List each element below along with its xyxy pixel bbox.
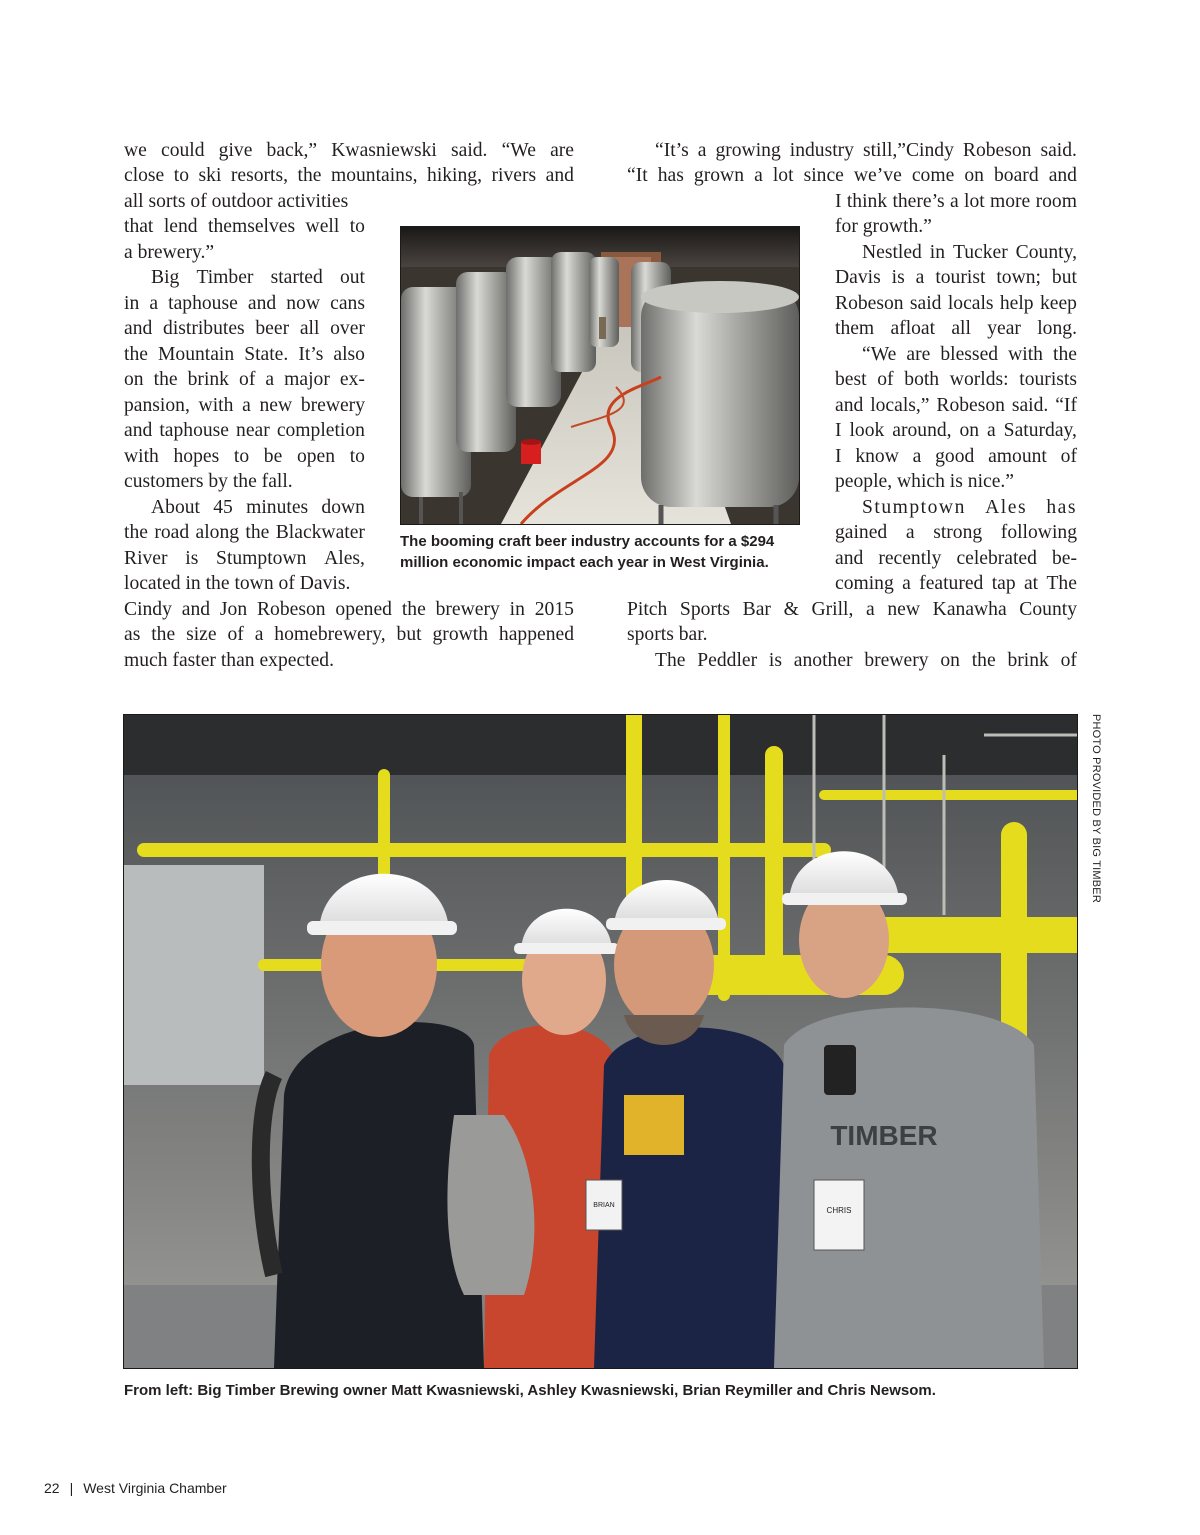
word: a: [987, 420, 996, 441]
word: Peddler: [697, 650, 758, 671]
word: mountains,: [330, 165, 418, 186]
word: the: [245, 522, 270, 543]
word: tap: [991, 573, 1016, 594]
word: a: [265, 369, 275, 390]
word: minutes: [246, 497, 309, 518]
word: said.: [451, 140, 488, 161]
publication-name: West Virginia Chamber: [83, 1480, 227, 1496]
word: pansion,: [124, 395, 190, 416]
word: down: [321, 497, 365, 518]
word: with: [1008, 344, 1043, 365]
text-line: [627, 597, 1077, 623]
word: hopes: [173, 446, 220, 467]
word: new: [259, 395, 293, 416]
word: I: [835, 420, 842, 441]
text-line: [835, 546, 1077, 572]
text-line: [835, 418, 1077, 444]
word: a: [902, 573, 911, 594]
word: a: [905, 522, 915, 543]
word: &: [783, 599, 799, 620]
word: distributes: [163, 318, 245, 339]
word: Grill,: [811, 599, 854, 620]
word: board: [994, 165, 1039, 186]
word: open: [296, 446, 336, 467]
word: strong: [933, 522, 983, 543]
word: ex-: [339, 369, 365, 390]
word: of: [1060, 650, 1077, 671]
text-line: much faster than expected.: [124, 650, 334, 671]
word: think: [846, 191, 888, 212]
word: major: [284, 369, 330, 390]
word: grown: [693, 165, 744, 186]
word: and: [181, 599, 211, 620]
word: year: [987, 318, 1021, 339]
word: River: [124, 548, 168, 569]
word: has: [1046, 497, 1077, 518]
text-line: [835, 571, 1077, 597]
text-line: [862, 342, 1077, 368]
tanks-photo-caption: The booming craft beer industry accounts for a $294 million economic impact each year in West Virginia.: [400, 533, 775, 571]
text-line: [835, 316, 1077, 342]
text-line: [124, 418, 365, 444]
text-line: [151, 265, 365, 291]
word: all: [299, 318, 320, 339]
word: beer: [255, 318, 290, 339]
word: on: [964, 165, 984, 186]
word: cans: [330, 293, 365, 314]
text-line: [124, 520, 365, 546]
word: good: [935, 446, 975, 467]
team-photo: [123, 714, 1078, 1369]
word: It’s: [298, 344, 324, 365]
text-line: [835, 444, 1077, 470]
word: them: [835, 318, 875, 339]
word: Robeson: [256, 599, 326, 620]
text-line: [655, 138, 1077, 164]
word: locals,”: [870, 395, 930, 416]
word: along: [195, 522, 240, 543]
text-line: [627, 163, 1077, 189]
word: know: [855, 446, 899, 467]
word: Robeson: [962, 140, 1032, 161]
badge-name: BRIAN: [593, 1202, 615, 1209]
word: a: [149, 293, 159, 314]
word: the: [124, 344, 148, 365]
word: the: [971, 650, 996, 671]
text-line: [835, 265, 1077, 291]
word: still,”Cindy: [862, 140, 954, 161]
word: a: [754, 165, 763, 186]
word: with: [124, 446, 159, 467]
word: over: [330, 318, 365, 339]
text-line: located in the town of Davis.: [124, 573, 351, 594]
word: the: [401, 599, 426, 620]
text-line: [835, 367, 1077, 393]
word: the: [151, 624, 176, 645]
badge-name: CHRIS: [826, 1206, 852, 1215]
word: a: [242, 395, 251, 416]
word: and: [1048, 165, 1077, 186]
word: following: [1000, 522, 1077, 543]
word: Robeson: [835, 293, 904, 314]
text-line: [124, 291, 365, 317]
word: The: [655, 650, 686, 671]
word: the: [124, 522, 148, 543]
word: well: [305, 216, 340, 237]
word: to: [233, 446, 250, 467]
word: Cindy: [124, 599, 172, 620]
word: has: [657, 165, 684, 186]
word: as: [124, 624, 141, 645]
text-line: for growth.”: [835, 216, 932, 237]
word: I: [835, 191, 842, 212]
word: brewery: [300, 395, 365, 416]
word: of: [1060, 446, 1077, 467]
word: give: [218, 140, 253, 161]
word: Tucker: [952, 242, 1008, 263]
text-line: [124, 546, 365, 572]
word: happened: [498, 624, 574, 645]
word: resorts,: [230, 165, 289, 186]
word: on: [959, 420, 980, 441]
word: blessed: [940, 344, 999, 365]
word: keep: [1039, 293, 1077, 314]
word: celebrated: [956, 548, 1037, 569]
word: close: [124, 165, 165, 186]
word: town;: [996, 267, 1041, 288]
word: Saturday,: [1003, 420, 1077, 441]
word: afloat: [890, 318, 936, 339]
word: of: [239, 369, 256, 390]
page-footer: [44, 1480, 227, 1496]
word: size: [186, 624, 217, 645]
word: tourist: [935, 267, 986, 288]
word: be-: [1051, 548, 1077, 569]
text-line: [124, 597, 574, 623]
text-line: [862, 240, 1077, 266]
word: is: [185, 548, 199, 569]
photo-credit: PHOTO PROVIDED BY BIG TIMBER: [1090, 714, 1102, 903]
word: State.: [244, 344, 289, 365]
word: but: [1051, 267, 1077, 288]
word: room: [1035, 191, 1077, 212]
word: featured: [919, 573, 984, 594]
word: on: [124, 369, 144, 390]
text-line: [835, 291, 1077, 317]
word: both: [904, 369, 940, 390]
word: industry: [789, 140, 854, 161]
word: gained: [835, 522, 888, 543]
word: “It’s: [655, 140, 689, 161]
word: locals: [947, 293, 994, 314]
word: 2015: [534, 599, 574, 620]
text-line: [835, 393, 1077, 419]
word: hiking,: [427, 165, 482, 186]
word: in: [124, 293, 140, 314]
word: back,”: [266, 140, 318, 161]
word: brink: [1007, 650, 1049, 671]
word: Kanawha: [932, 599, 1007, 620]
word: out: [339, 267, 365, 288]
word: brewery: [435, 599, 500, 620]
text-line: people, which is nice.”: [835, 471, 1015, 492]
text-line: [124, 138, 574, 164]
word: said: [909, 293, 942, 314]
word: Bar: [742, 599, 771, 620]
word: Blackwater: [275, 522, 365, 543]
word: Timber: [196, 267, 254, 288]
word: brewery: [864, 650, 929, 671]
word: lend: [163, 216, 198, 237]
word: said.: [1011, 395, 1049, 416]
word: in: [509, 599, 525, 620]
word: rivers: [491, 165, 537, 186]
word: since: [803, 165, 844, 186]
word: best: [835, 369, 867, 390]
word: and: [835, 395, 864, 416]
text-line: [835, 189, 1077, 215]
word: amount: [988, 446, 1047, 467]
word: Robeson: [936, 395, 1005, 416]
word: there’s: [892, 191, 945, 212]
word: About: [151, 497, 200, 518]
word: the: [297, 165, 322, 186]
word: said.: [1040, 140, 1077, 161]
word: more: [990, 191, 1031, 212]
word: road: [154, 522, 190, 543]
word: “We: [501, 140, 536, 161]
page-number: 22: [44, 1480, 60, 1496]
word: near: [236, 420, 270, 441]
text-line: [124, 316, 365, 342]
word: recently: [878, 548, 942, 569]
word: 45: [213, 497, 233, 518]
brewery-tanks-photo: [400, 226, 800, 525]
word: long.: [1037, 318, 1077, 339]
word: County: [1019, 599, 1077, 620]
word: of: [227, 624, 244, 645]
word: growing: [715, 140, 781, 161]
word: lot: [772, 165, 794, 186]
text-line: [124, 342, 365, 368]
word: the: [153, 369, 178, 390]
word: Kwasniewski: [331, 140, 437, 161]
footer-separator: |: [69, 1480, 74, 1496]
word: Stumptown: [862, 497, 966, 518]
word: Big: [151, 267, 180, 288]
word: and: [545, 165, 574, 186]
word: started: [270, 267, 323, 288]
word: Ales,: [324, 548, 365, 569]
word: help: [999, 293, 1034, 314]
word: and: [124, 420, 153, 441]
text-line: [124, 367, 365, 393]
text-line: [862, 495, 1077, 521]
word: Stumptown: [216, 548, 307, 569]
word: another: [793, 650, 853, 671]
word: tourists: [1019, 369, 1077, 390]
word: be: [263, 446, 283, 467]
word: we’ve: [853, 165, 902, 186]
word: to: [349, 446, 365, 467]
word: Pitch: [627, 599, 668, 620]
word: a: [912, 446, 922, 467]
word: coming: [835, 573, 894, 594]
word: a: [949, 191, 959, 212]
text-line: sports bar.: [627, 624, 708, 645]
word: is: [891, 267, 905, 288]
word: brink: [187, 369, 229, 390]
word: in: [929, 242, 946, 263]
word: a: [697, 140, 707, 161]
word: we: [124, 140, 147, 161]
word: and: [247, 293, 277, 314]
brewery-tanks-illustration: [401, 227, 799, 524]
word: “We: [862, 344, 897, 365]
word: homebrewery,: [274, 624, 386, 645]
word: look: [849, 420, 885, 441]
word: taphouse: [159, 420, 229, 441]
shirt-text: TIMBER: [830, 1120, 938, 1151]
text-line: [124, 622, 574, 648]
word: Ales: [985, 497, 1028, 518]
word: Sports: [679, 599, 731, 620]
word: ski: [198, 165, 222, 186]
word: a: [915, 267, 925, 288]
text-line: [124, 163, 574, 189]
text-line: customers by the fall.: [124, 471, 293, 492]
text-line: [124, 444, 365, 470]
text-line: [124, 214, 365, 240]
word: the: [1053, 344, 1077, 365]
word: themselves: [208, 216, 296, 237]
text-line: all sorts of outdoor activities: [124, 191, 349, 212]
word: around,: [892, 420, 952, 441]
word: on: [940, 650, 960, 671]
word: “If: [1055, 395, 1077, 416]
word: come: [911, 165, 955, 186]
word: County,: [1015, 242, 1077, 263]
team-photo-caption: From left: Big Timber Brewing owner Matt Kwasniewski, Ashley Kwasniewski, Brian Reymiller and Chris Newsom.: [124, 1382, 936, 1399]
word: and: [124, 318, 153, 339]
word: Davis: [835, 267, 881, 288]
text-line: a brewery.”: [124, 242, 215, 263]
word: that: [124, 216, 154, 237]
word: Jon: [219, 599, 248, 620]
word: to: [349, 216, 365, 237]
word: Mountain: [157, 344, 235, 365]
word: are: [906, 344, 931, 365]
word: all: [951, 318, 971, 339]
text-line: [655, 648, 1077, 674]
word: “It: [627, 165, 648, 186]
word: and: [835, 548, 864, 569]
text-line: [124, 393, 365, 419]
word: of: [877, 369, 894, 390]
word: completion: [276, 420, 365, 441]
word: growth: [432, 624, 489, 645]
word: The: [1046, 573, 1077, 594]
word: to: [173, 165, 190, 186]
word: could: [161, 140, 205, 161]
word: now: [286, 293, 321, 314]
word: but: [396, 624, 422, 645]
word: taphouse: [168, 293, 238, 314]
word: a: [866, 599, 875, 620]
team-illustration: [124, 715, 1077, 1368]
text-line: [835, 520, 1077, 546]
word: is: [768, 650, 782, 671]
word: worlds:: [949, 369, 1009, 390]
text-line: [151, 495, 365, 521]
word: lot: [964, 191, 985, 212]
word: a: [254, 624, 264, 645]
word: with: [198, 395, 234, 416]
word: also: [333, 344, 365, 365]
word: are: [550, 140, 574, 161]
word: Nestled: [862, 242, 922, 263]
word: I: [835, 446, 842, 467]
word: at: [1023, 573, 1039, 594]
word: new: [887, 599, 921, 620]
word: opened: [335, 599, 392, 620]
